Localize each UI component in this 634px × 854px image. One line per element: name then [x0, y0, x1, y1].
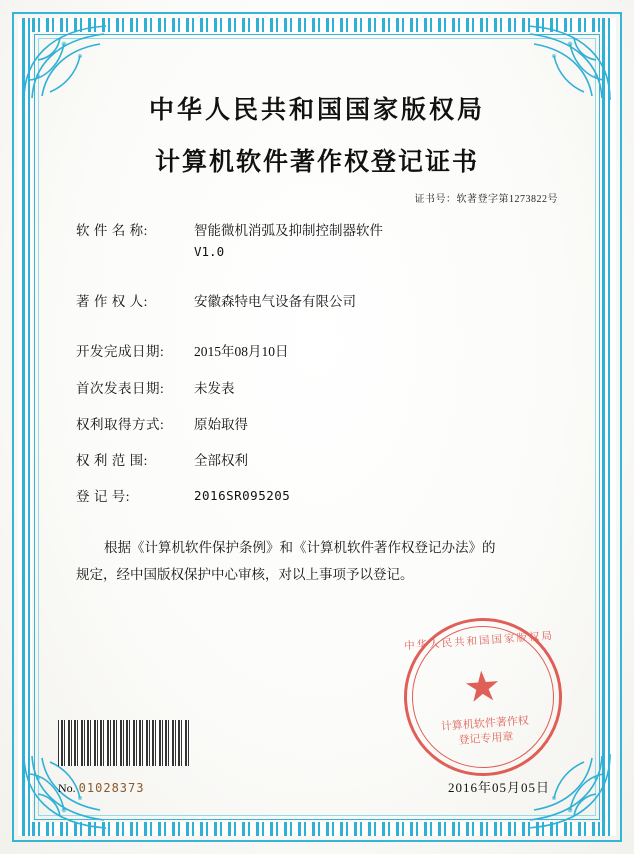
barcode — [58, 720, 190, 766]
field-value-copyright-owner: 安徽森特电气设备有限公司 — [194, 294, 356, 309]
field-value-software-name — [194, 221, 576, 262]
field-value-registration-number: 2016SR095205 — [194, 488, 291, 504]
certificate-title: 计算机软件著作权登记证书 — [154, 147, 479, 176]
seal-bottom-line-1: 计算机软件著作权 — [440, 715, 530, 734]
field-label-first-publish-date: 首次发表日期: — [76, 380, 165, 396]
software-name-value: 智能微机消弧及抑制控制器软件 — [194, 223, 383, 238]
field-label-rights-scope: 权 利 范 围: — [76, 453, 148, 468]
seal-star-icon: ★ — [461, 663, 503, 713]
serial-number-label: No. — [58, 781, 76, 795]
field-row-copyright-owner — [76, 292, 576, 312]
seal-arc-text: 中华人民共和国国家版权局 — [403, 630, 555, 653]
field-value-rights-scope: 全部权利 — [194, 453, 248, 468]
field-row-rights-scope — [76, 451, 576, 471]
certificate-footer — [58, 777, 576, 796]
statement-paragraph — [58, 534, 576, 588]
certificate-number-label: 证书号： — [414, 194, 457, 205]
issue-date: 2016年05月05日 — [447, 780, 550, 795]
field-value-first-publish-date: 未发表 — [194, 380, 235, 396]
field-row-development-date — [76, 342, 576, 362]
field-value-development-date: 2015年08月10日 — [194, 344, 289, 360]
field-row-rights-acquisition — [76, 415, 576, 435]
field-label-rights-acquisition: 权利取得方式: — [76, 416, 165, 432]
certificate-number-value: 软著登字第1273822号 — [456, 194, 558, 205]
field-label-development-date: 开发完成日期: — [76, 344, 165, 360]
field-label-registration-number: 登 记 号: — [76, 489, 131, 505]
statement-line-2: 规定，经中国版权保护中心审核，对以上事项予以登记。 — [76, 566, 414, 582]
issuer-title: 中华人民共和国国家版权局 — [148, 95, 485, 124]
software-version-value: V1.0 — [194, 244, 225, 260]
field-list — [58, 221, 576, 508]
seal-bottom-line-2: 登记专用章 — [458, 731, 514, 747]
barcode-stripes — [58, 720, 190, 766]
serial-number-value: 01028373 — [78, 781, 145, 795]
serial-number — [58, 781, 144, 796]
field-value-rights-acquisition: 原始取得 — [194, 416, 248, 432]
field-row-software-name — [76, 221, 576, 262]
certificate-number-row — [58, 190, 576, 205]
field-row-first-publish-date — [76, 379, 576, 399]
field-label-copyright-owner: 著 作 权 人: — [76, 294, 148, 309]
statement-line-1: 根据《计算机软件保护条例》和《计算机软件著作权登记办法》的 — [104, 539, 496, 555]
field-row-registration-number — [76, 487, 576, 507]
field-label-software-name: 软 件 名 称: — [76, 223, 148, 238]
